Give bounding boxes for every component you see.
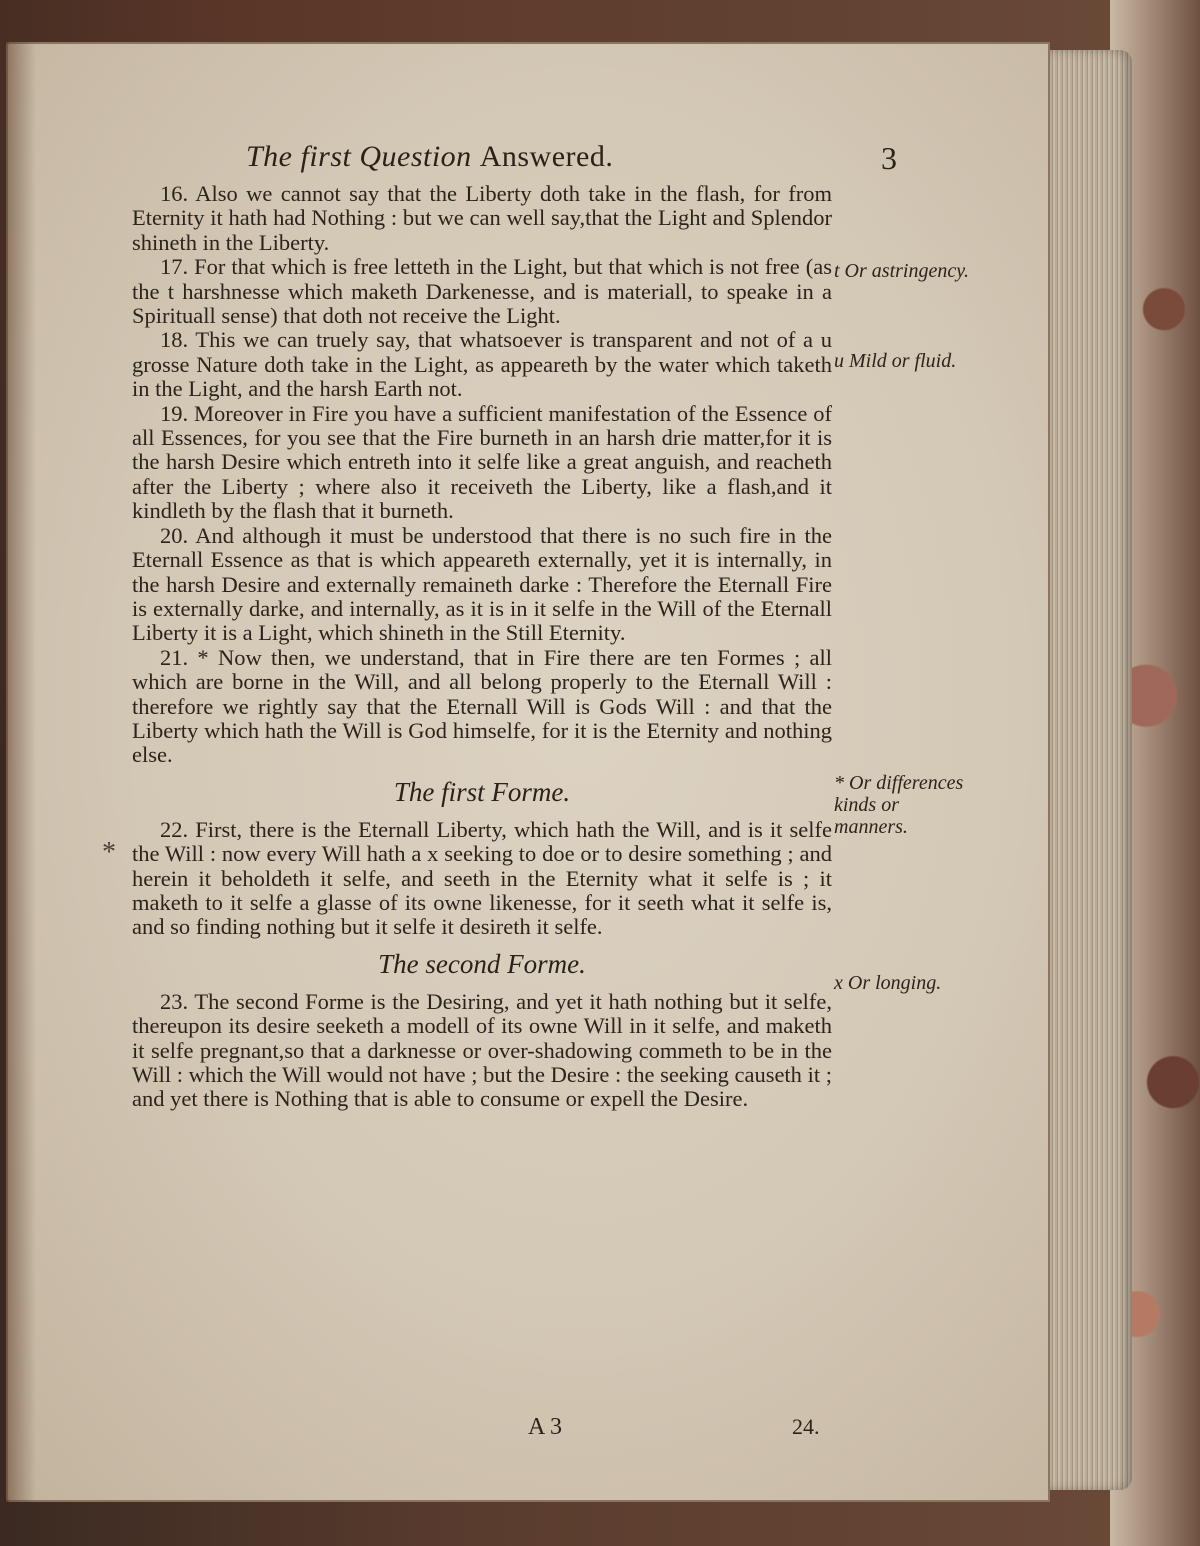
paragraph-21: 21. * Now then, we understand, that in Fire there are ten Formes ; all which are borne in the Will, and all belong properly to the Eternall Will : therefore we rightly say that the Eternall Will is Gods Will : and that the Liberty which hath the Will is God himselfe, for it is the Eternity and nothing else. <box>132 644 832 768</box>
section-heading-second-forme: The second Forme. <box>378 948 586 979</box>
page-number: 3 <box>881 140 897 176</box>
margin-note-t: t Or astringency. <box>834 260 969 282</box>
margin-note-u: u Mild or fluid. <box>834 350 957 372</box>
paragraph-18: 18. This we can truely say, that whatsoever is transparent and not of a u grosse Nature doth take in the Light, as appeareth by the water which taketh in the Light, and the harsh Earth not. <box>132 327 832 402</box>
main-text <box>132 182 832 1112</box>
page-header <box>6 140 1050 184</box>
book-page <box>6 42 1050 1502</box>
paragraph-23: 23. The second Forme is the Desiring, and yet it hath nothing but it selfe, thereupon its desire seeketh a modell of its owne Will in it selfe, and maketh it selfe pregnant,so that a darknesse or over-shadowing commeth to be in the Will : which the Will would not have ; but the Desire : the seeking causeth it ; and yet there is Nothing that is able to consume or expell the Desire. <box>132 988 832 1112</box>
margin-note-x: x Or longing. <box>834 972 942 994</box>
running-head <box>246 140 613 174</box>
paragraph-16: 16. Also we cannot say that the Liberty doth take in the flash, for from Eternity it hath had Nothing : but we can well say,that the Light and Splendor shineth in the Liberty. <box>132 181 832 255</box>
running-head-italic: The first Question <box>246 140 472 173</box>
margin-note-star: * Or differences kinds or manners. <box>834 772 964 838</box>
paragraph-19: 19. Moreover in Fire you have a sufficient manifestation of the Essence of all Essences, for you see that the Fire burneth in an harsh drie matter,for it is the harsh Desire which entreth into it selfe like a great anguish, and reacheth after the Liberty ; where also it receiveth the Liberty, like a flash,and it kindleth by the flash that it burneth. <box>132 400 832 524</box>
catchword: 24. <box>792 1414 820 1439</box>
margin-asterisk: * <box>102 837 116 868</box>
paragraph-17: 17. For that which is free letteth in the Light, but that which is not free (as the t harshnesse which maketh Darkenesse, and is materiall, to speake in a Spirituall sense) that doth not receive the Light. <box>132 254 832 329</box>
paragraph-20: 20. And although it must be understood that there is no such fire in the Eternall Essence as that is which appeareth externally, yet it is internally, in the harsh Desire and externally remaineth darke : Therefore the Eternall Fire is externally darke, and internally, as it is in it selfe in the Will of the Eternall Liberty it is a Light, which shineth in the Still Eternity. <box>132 522 832 646</box>
paragraph-22: 22. First, there is the Eternall Liberty, which hath the Will, and is it selfe the Will : now every Will hath a x seeking to doe or to desire something ; and herein it beholdeth it selfe, and seeth in the Eternity what it selfe is ; it maketh to it selfe a glasse of its owne likenesse, for it seeth what it selfe is, and so finding nothing but it selfe it desireth it selfe. <box>132 816 832 940</box>
signature-mark: A 3 <box>528 1414 563 1440</box>
page-edges <box>1040 50 1132 1490</box>
section-heading-first-forme: The first Forme. <box>393 776 571 807</box>
running-head-roman: Answered. <box>479 140 614 173</box>
page-footer <box>6 1414 1050 1444</box>
